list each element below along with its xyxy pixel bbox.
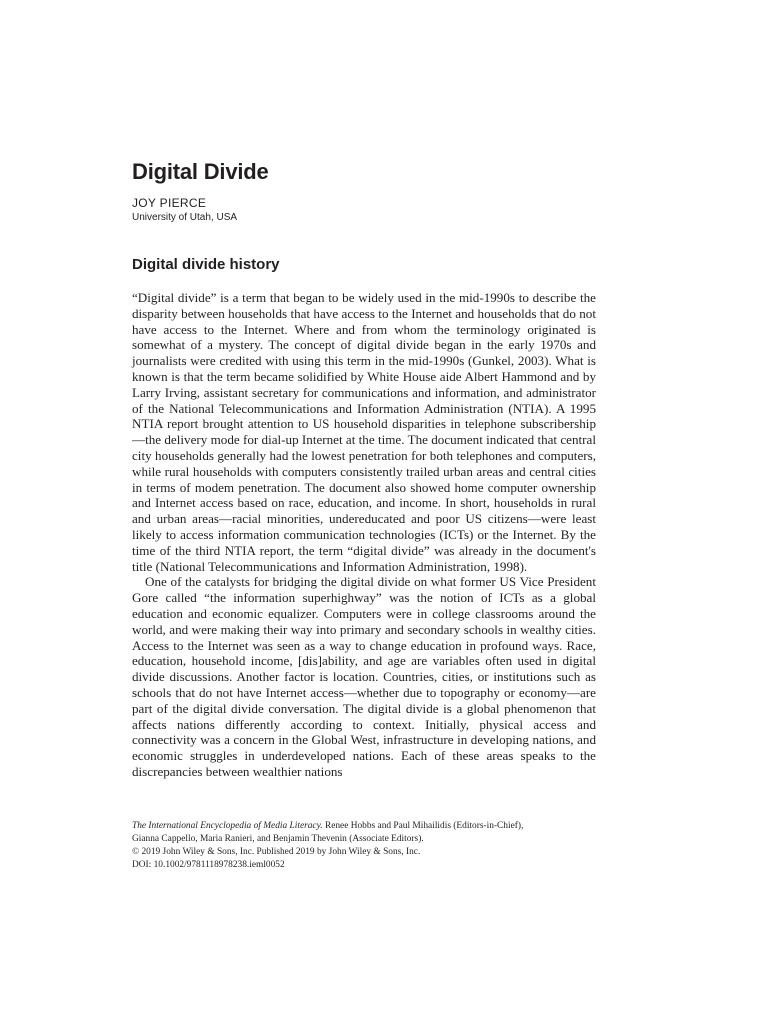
author-affiliation: University of Utah, USA bbox=[132, 212, 238, 223]
copyright-line: © 2019 John Wiley & Sons, Inc. Published 2019 by John Wiley & Sons, Inc. bbox=[132, 847, 421, 857]
citation-footer bbox=[132, 820, 596, 872]
citation-line bbox=[132, 820, 596, 833]
editors-in-chief: Renee Hobbs and Paul Mihailidis (Editors-in-Chief), bbox=[322, 821, 524, 831]
article-title: Digital Divide bbox=[132, 159, 269, 184]
encyclopedia-title: The International Encyclopedia of Media Literacy. bbox=[132, 821, 323, 831]
section-heading: Digital divide history bbox=[132, 256, 280, 273]
paragraph: “Digital divide” is a term that began to be widely used in the mid-1990s to describe the disparity between households that have access to the Internet and households that do not have access to the Internet. Where and from whom the terminology originated is somewhat of a mystery. The concept of digital divide began in the early 1970s and journalists were credited with using this term in the mid-1990s (Gunkel, 2003). What is known is that the term became solidified by White House aide Albert Hammond and by Larry Irving, assistant secretary for communications and information, and administrator of the National Telecommunications and Information Administration (NTIA). A 1995 NTIA report brought attention to US household disparities in telephone subscribership—the delivery mode for dial-up Internet at the time. The document indicated that central city households generally had the lowest penetration for both telephones and computers, while rural households with computers consistently trailed urban areas and central cities in terms of modem penetration. The document also showed home computer ownership and Internet access based on race, education, and income. In short, households in rural and urban areas—racial minorities, undereducated and poor US citizens—were least likely to access information communication technologies (ICTs) or the Internet. By the time of the third NTIA report, the term “digital divide” was already in the document's title (National Telecommunications and Information Administration, 1998). bbox=[132, 290, 596, 574]
associate-editors: Gianna Cappello, Maria Ranieri, and Benjamin Thevenin (Associate Editors). bbox=[132, 834, 424, 844]
doi-line: DOI: 10.1002/9781118978238.ieml0052 bbox=[132, 860, 285, 870]
section-body bbox=[132, 290, 596, 780]
author-name: JOY PIERCE bbox=[132, 196, 207, 210]
paragraph: One of the catalysts for bridging the digital divide on what former US Vice President Gore called “the information superhighway” was the notion of ICTs as a global education and economic equalizer. Computers were in college classrooms around the world, and were making their way into primary and secondary schools in wealthy cities. Access to the Internet was seen as a way to change education in profound ways. Race, education, household income, [dis]ability, and age are variables often used in digital divide discussions. Another factor is location. Countries, cities, or institutions such as schools that do not have Internet access—whether due to topography or economy—are part of the digital divide conversation. The digital divide is a global phenomenon that affects nations differently according to context. Initially, physical access and connectivity was a concern in the Global West, infrastructure in developing nations, and economic struggles in underdeveloped nations. Each of these areas speaks to the discrepancies between wealthier nations bbox=[132, 574, 596, 779]
